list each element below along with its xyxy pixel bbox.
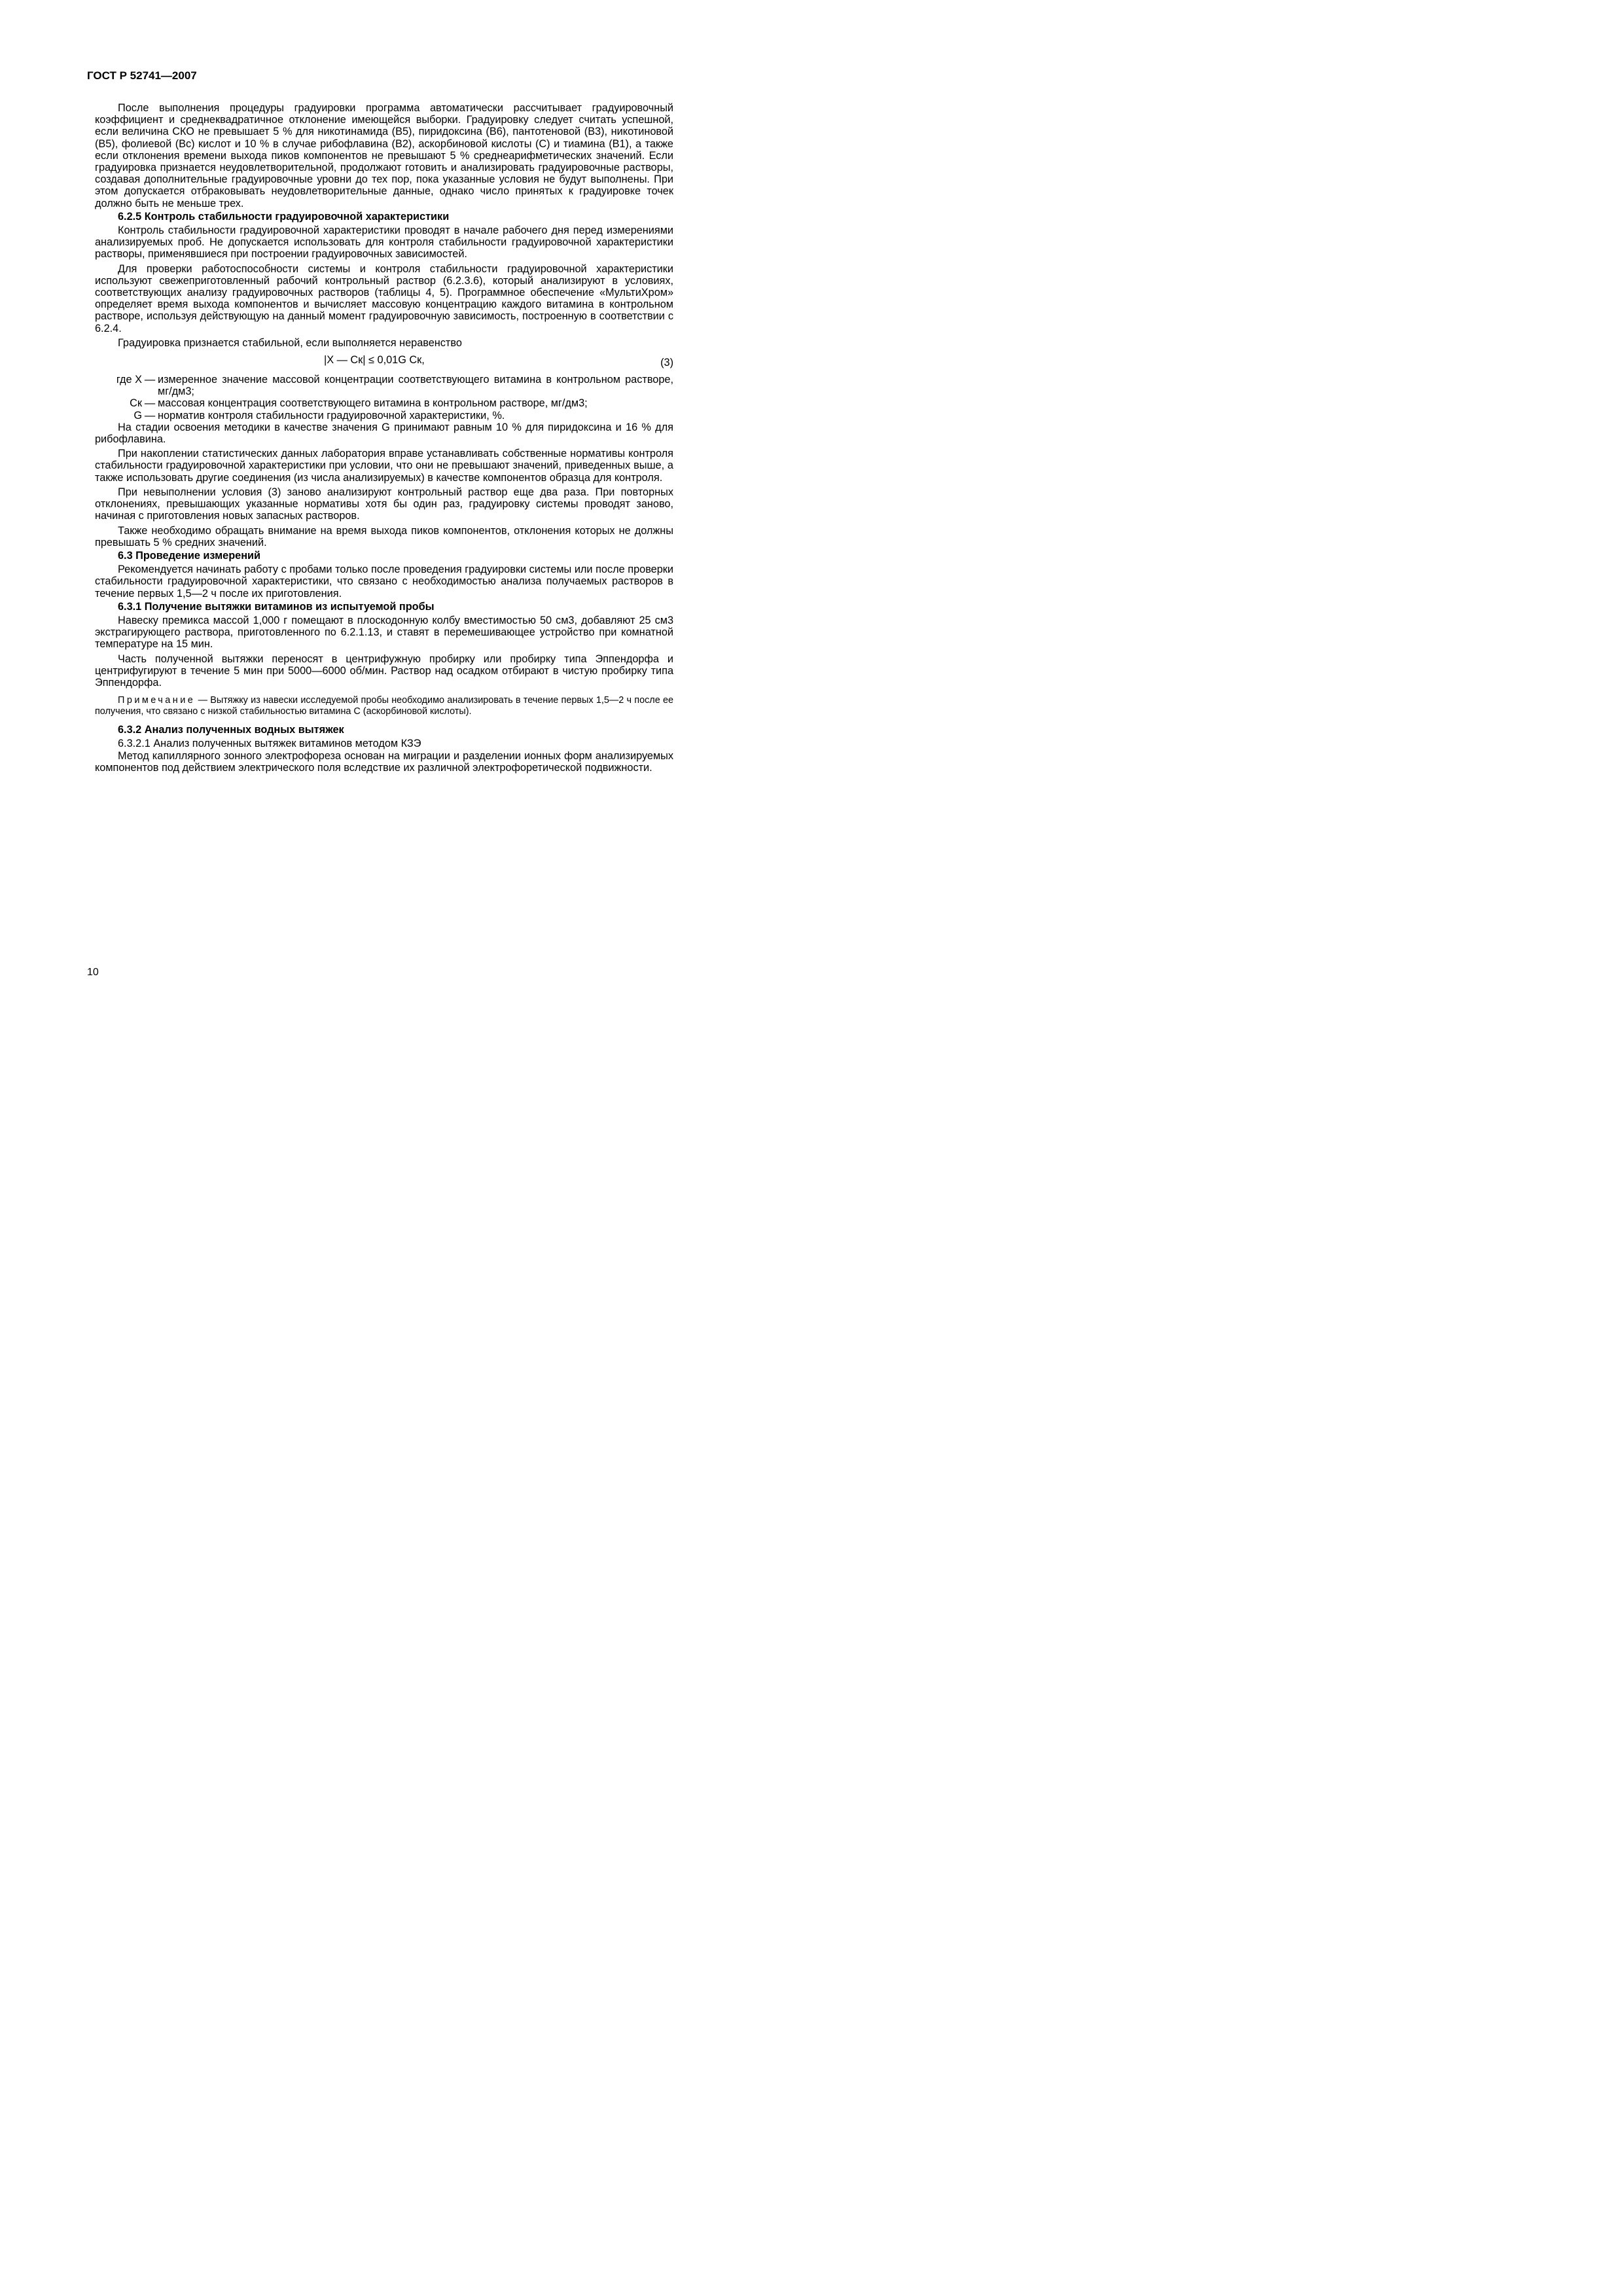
definitions <box>95 374 673 422</box>
paragraph: Контроль стабильности градуировочной характеристики проводят в начале рабочего дня перед измерениями анализируемых проб. Не допускается использовать для контроля стабильности градуировочной характеристики растворы, применявшиеся при построении градуировочных зависимостей. <box>95 224 673 260</box>
definition-dash: — <box>144 374 156 386</box>
definition-symbol: где X <box>116 374 142 386</box>
paragraph: После выполнения процедуры градуировки программа автоматически рассчитывает градуировочный коэффициент и среднеквадратичное отклонение имеющейся выборки. Градуировку следует считать успешной, если величина СКО не превышает 5 % для никотинамида (В5), пиридоксина (В6), пантотеновой (В3), никотиновой (В5), фолиевой (Вс) кислот и 10 % в случае рибофлавина (В2), аскорбиновой кислоты (С) и тиамина (В1), а также если отклонения времени выхода пиков компонентов не превышают 5 % среднеарифметических значений. Если градуировка признается неудовлетворительной, продолжают готовить и анализировать градуировочные растворы, создавая дополнительные градуировочные уровни до тех пор, пока указанные условия не будут выполнены. При этом допускается отбраковывать неудовлетворительные данные, однако число принятых к градуировке точек должно быть не меньше трех. <box>95 102 673 209</box>
paragraph: Для проверки работоспособности системы и контроля стабильности градуировочной характеристики используют свежеприготовленный рабочий контрольный раствор (6.2.3.6), который анализируют в условиях, соответствующих анализу градуировочных растворов (таблицы 4, 5). Программное обеспечение «МультиХром» определяет время выхода компонентов и вычисляет массовую концентрацию каждого витамина в контрольном растворе, используя действующую на данный момент градуировочную зависимость, построенную в соответствии с 6.2.4. <box>95 262 673 334</box>
paragraph: Рекомендуется начинать работу с пробами только после проведения градуировки системы или после проверки стабильности градуировочной характеристики, что связано с необходимостью анализа получаемых растворов в течение первых 1,5—2 ч после их приготовления. <box>95 564 673 600</box>
paragraph: На стадии освоения методики в качестве значения G принимают равным 10 % для пиридоксина и 16 % для рибофлавина. <box>95 421 673 446</box>
paragraph: Также необходимо обращать внимание на время выхода пиков компонентов, отклонения которых не должны превышать 5 % средних значений. <box>95 524 673 548</box>
definition-text: норматив контроля стабильности градуировочной характеристики, %. <box>158 409 505 422</box>
page-number: 10 <box>87 967 99 978</box>
definition-symbol: Cк <box>130 397 142 410</box>
definition-item <box>95 397 673 409</box>
equation-number: (3) <box>660 357 673 369</box>
definition-symbol: G <box>134 409 142 422</box>
formula-row <box>95 354 673 371</box>
section-heading-6-3-1: 6.3.1 Получение вытяжки витаминов из испытуемой пробы <box>118 600 435 613</box>
paragraph: Метод капиллярного зонного электрофореза основан на миграции и разделении ионных форм анализируемых компонентов под действием электрического поля вследствие их различной электрофоретической подвижности. <box>95 749 673 774</box>
subsection-heading-6-3-2-1: 6.3.2.1 Анализ полученных вытяжек витаминов методом КЗЭ <box>118 738 421 750</box>
definition-item <box>95 374 673 397</box>
section-heading-6-3: 6.3 Проведение измерений <box>118 549 261 562</box>
document-page <box>0 0 725 1026</box>
paragraph: Часть полученной вытяжки переносят в центрифужную пробирку или пробирку типа Эппендорфа и центрифугируют в течение 5 мин при 5000—6000 об/мин. Раствор над осадком отбирают в чистую пробирку типа Эппендорфа. <box>95 653 673 689</box>
document-header: ГОСТ Р 52741—2007 <box>87 69 197 82</box>
section-heading-6-2-5: 6.2.5 Контроль стабильности градуировочной характеристики <box>118 210 450 223</box>
paragraph: При невыполнении условия (3) заново анализируют контрольный раствор еще два раза. При повторных отклонениях, превышающих указанные нормативы хотя бы один раз, градуировку системы проводят заново, начиная с приготовления новых запасных растворов. <box>95 486 673 522</box>
paragraph: При накоплении статистических данных лаборатория вправе устанавливать собственные нормативы контроля стабильности градуировочной характеристики при условии, что они не превышают значений, приведенных выше, а также использовать другие соединения (из числа анализируемых) в качестве компонентов образца для контроля. <box>95 448 673 484</box>
definition-text: массовая концентрация соответствующего витамина в контрольном растворе, мг/дм3; <box>158 397 588 410</box>
paragraph: Градуировка признается стабильной, если выполняется неравенство <box>118 336 462 349</box>
document-body <box>95 102 673 774</box>
paragraph: Навеску премикса массой 1,000 г помещают в плоскодонную колбу вместимостью 50 см3, добавляют 25 см3 экстрагирующего раствора, приготовленного по 6.2.1.13, и ставят в перемешивающее устройство при комнатной температуре на 15 мин. <box>95 614 673 651</box>
definition-item <box>95 410 673 422</box>
note-label: Примечание <box>118 695 196 706</box>
formula: |X — Cк| ≤ 0,01G Cк, <box>324 354 425 367</box>
note <box>95 695 673 717</box>
section-heading-6-3-2: 6.3.2 Анализ полученных водных вытяжек <box>118 724 344 736</box>
definition-text: измеренное значение массовой концентрации соответствующего витамина в контрольном растворе, мг/дм3; <box>158 374 673 398</box>
note-text: — Вытяжку из навески исследуемой пробы необходимо анализировать в течение первых 1,5—2 ч после ее получения, что связано с низкой стабильностью витамина С (аскорбиновой кислоты). <box>95 695 673 717</box>
definition-dash: — <box>144 397 156 410</box>
definition-dash: — <box>144 409 156 422</box>
